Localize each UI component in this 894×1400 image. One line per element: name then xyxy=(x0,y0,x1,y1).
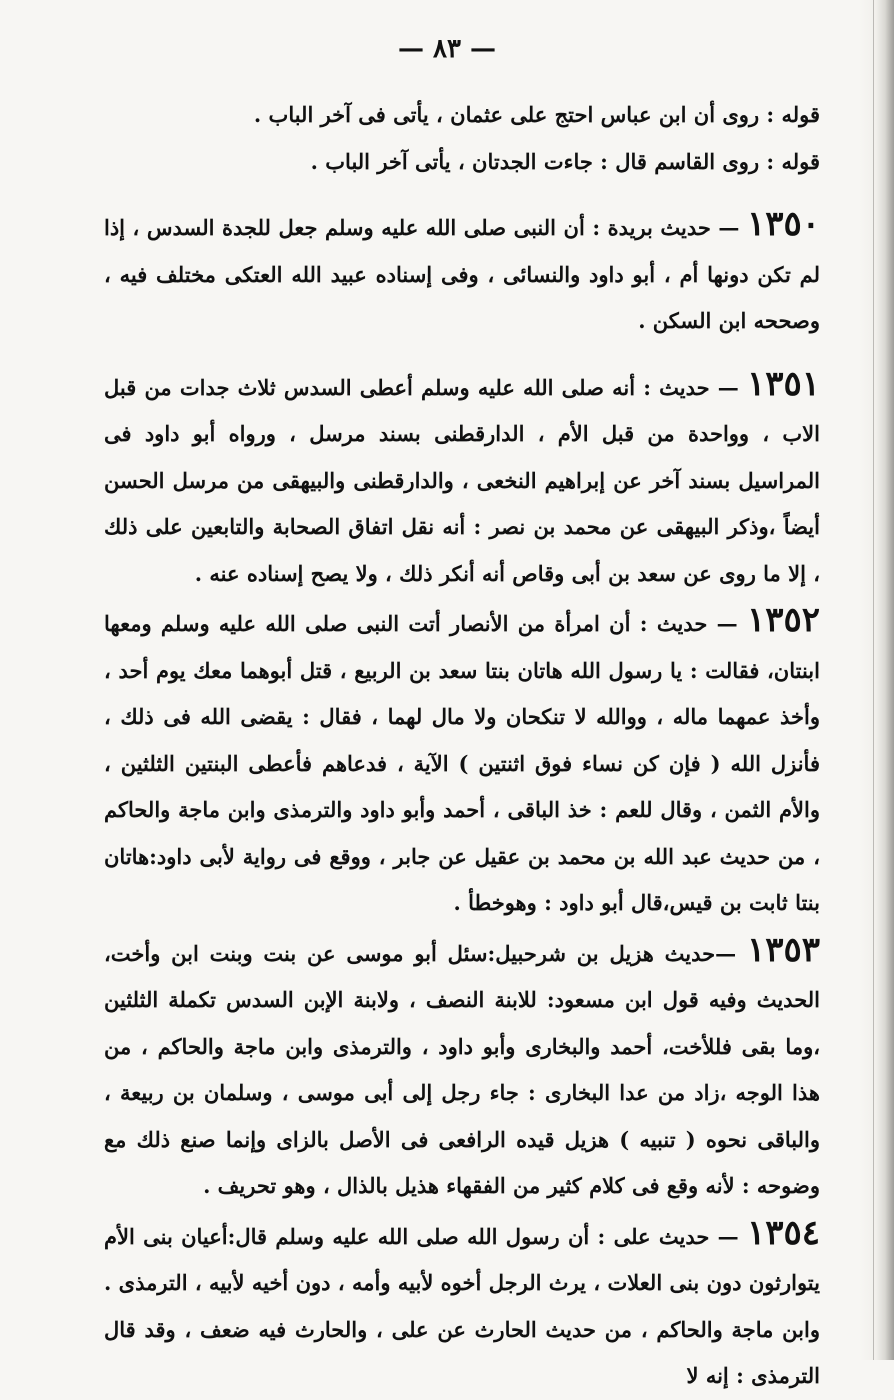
hadith-text: — حديث : أن امرأة من الأنصار أتت النبى صلى الله عليه وسلم ومعها ابنتان، فقالت : يا رسول الله هاتان بنتا سعد بن الربيع ، قتل أبوهما معك يوم أحد ، وأخذ عمهما ماله ، ووالله لا تنكحان ولا مال لهما ، فقال : يقضى الله فى ذلك ، فأنزل الله ( فإن كن نساء فوق اثنتين ) الآية ، فدعاهم فأعطى البنتين الثلثين ، والأم الثمن ، وقال للعم : خذ الباقى ، أحمد وأبو داود والترمذى وابن ماجة والحاكم ، من حديث عبد الله بن محمد بن عقيل عن جابر ، ووقع فى رواية لأبى داود:هاتان بنتا ثابت بن قيس،قال أبو داود : وهوخطأ . xyxy=(104,611,820,915)
hadith-text: —حديث هزيل بن شرحبيل:سئل أبو موسى عن بنت وبنت ابن وأخت، الحديث وفيه قول ابن مسعود: للابنة النصف ، ولابنة الإبن السدس تكملة الثلثين ،وما بقى فللأخت، أحمد والبخارى وأبو داود ، والترمذى وابن ماجة والحاكم ، من هذا الوجه ،زاد من عدا البخارى : جاء رجل إلى أبى موسى ، وسلمان بن ربيعة ، والباقى نحوه ( تنبيه ) هزيل قيده الرافعى فى الأصل بالزاى وإنما صنع ذلك مع وضوحه : لأنه وقع فى كلام كثير من الفقهاء هذيل بالذال ، وهو تحريف . xyxy=(104,940,820,1198)
paragraph-qawluh-1: قوله : روى أن ابن عباس احتج على عثمان ، يأتى فى آخر الباب . xyxy=(253,102,820,127)
hadith-1351 xyxy=(104,361,820,598)
page-body xyxy=(104,92,820,1400)
hadith-number: ١٣٥٠ xyxy=(746,204,821,244)
hadith-number: ١٣٥٤ xyxy=(746,1212,820,1253)
hadith-1354 xyxy=(104,1210,820,1400)
hadith-number: ١٣٥٢ xyxy=(746,600,821,640)
hadith-1352 xyxy=(104,597,820,927)
hadith-text: — حديث بريدة : أن النبى صلى الله عليه وسلم جعل للجدة السدس ، إذا لم تكن دونها أم ، أبو داود والنسائى ، وفى إسناده عبيد الله العتكى مختلف فيه ، وصححه ابن السكن . xyxy=(104,215,820,333)
binding-line xyxy=(873,0,874,1360)
hadith-1350 xyxy=(104,201,820,345)
paragraph-qawluh-2: قوله : روى القاسم قال : جاءت الجدتان ، يأتى آخر الباب . xyxy=(310,148,820,174)
hadith-text: — حديث على : أن رسول الله صلى الله عليه وسلم قال:أعيان بنى الأم يتوارثون دون بنى العلات ، يرث الرجل أخوه لأبيه وأمه ، دون أخيه لأبيه ، الترمذى . وابن ماجة والحاكم ، من حديث الحارث عن على ، والحارث فيه ضعف ، وقد قال الترمذى : إنه لا xyxy=(104,1223,820,1388)
hadith-1353 xyxy=(104,927,820,1210)
page-number: — ٨٣ — xyxy=(397,34,497,64)
hadith-text: — حديث : أنه صلى الله عليه وسلم أعطى السدس ثلاث جدات من قبل الاب ، وواحدة من قبل الأم ، الدارقطنى بسند مرسل ، ورواه أبو داود فى المراسيل بسند آخر عن إبراهيم النخعى ، والدارقطنى والبيهقى من مرسل الحسن أيضاً ،وذكر البيهقى عن محمد بن نصر : أنه نقل اتفاق الصحابة والتابعين على ذلك ، إلا ما روى عن سعد بن أبى وقاص أنه أنكر ذلك ، ولا يصح إسناده عنه . xyxy=(104,374,820,586)
hadith-number: ١٣٥١ xyxy=(746,363,820,404)
page-edge-shadow xyxy=(860,0,894,1360)
hadith-number: ١٣٥٣ xyxy=(746,929,820,970)
